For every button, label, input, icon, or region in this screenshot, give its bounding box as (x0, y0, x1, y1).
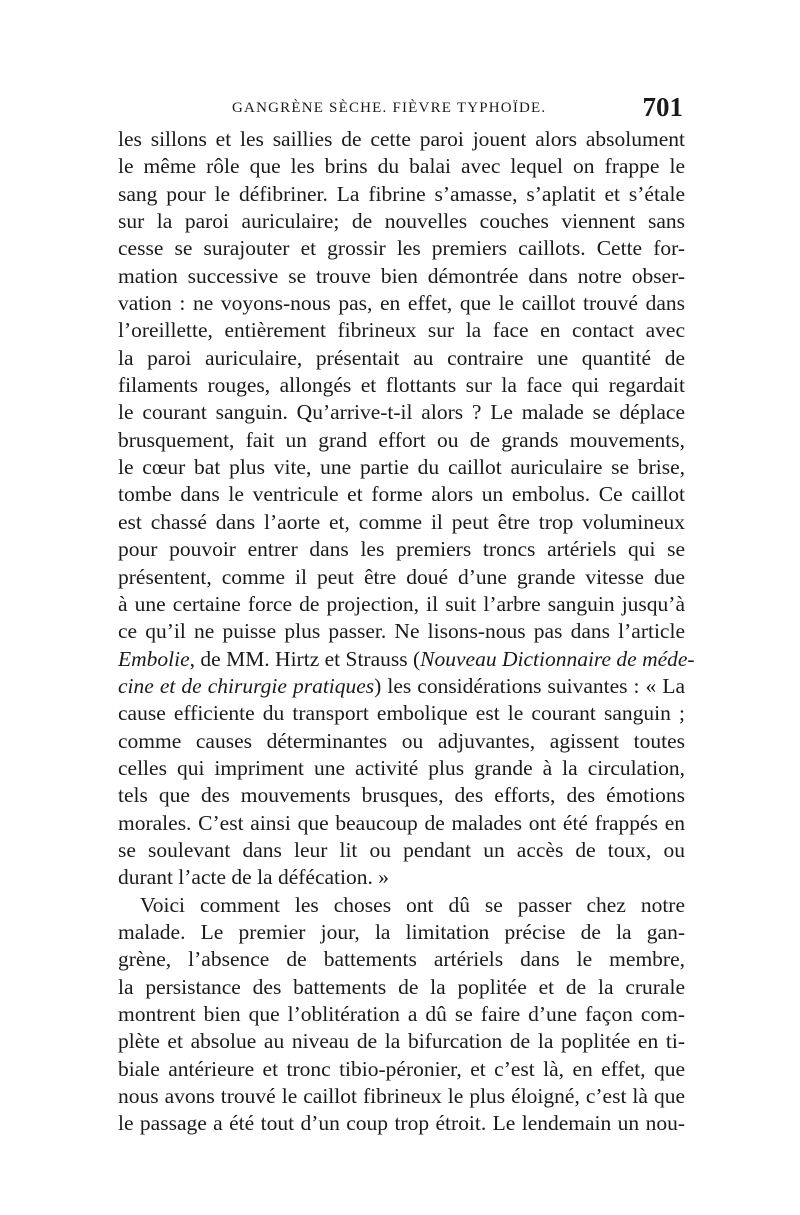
text-line: filaments rouges, allongés et flottants sur la face qui regardait (118, 373, 685, 398)
text-line: comme causes déterminantes ou adjuvantes, agissent toutes (118, 728, 685, 753)
text-line: la paroi auriculaire, présentait au contraire une quantité de (118, 345, 685, 370)
text-line: tombe dans le ventricule et forme alors un embolus. Ce caillot (118, 482, 685, 507)
text-fragment: ) les considérations suivantes : « La (374, 673, 685, 698)
text-line-citation (118, 673, 685, 700)
italic-text: Embolie (118, 646, 190, 671)
text-line: tels que des mouvements brusques, des efforts, des émotions (118, 783, 685, 808)
running-header (118, 92, 693, 126)
text-line: morales. C’est ainsi que beaucoup de malades ont été frappés en (118, 810, 685, 835)
running-title: GANGRÈNE SÈCHE. FIÈVRE TYPHOÏDE. (232, 100, 547, 116)
text-line: nous avons trouvé le caillot fibrineux le plus éloigné, c’est là que (118, 1084, 685, 1109)
text-fragment: , de MM. Hirtz et Strauss ( (189, 646, 421, 671)
text-line: grène, l’absence de battements artériels dans le membre, (118, 947, 685, 972)
text-line: pour pouvoir entrer dans les premiers troncs artériels qui se (118, 537, 685, 562)
page-number: 701 (642, 92, 683, 122)
text-line: celles qui impriment une activité plus grande à la circulation, (118, 755, 685, 780)
text-line: Voici comment les choses ont dû se passer chez notre (140, 892, 685, 917)
text-line: présentent, comme il peut être doué d’une grande vitesse due (118, 564, 685, 589)
text-line: biale antérieure et tronc tibio-péronier, et c’est là, en effet, que (118, 1056, 685, 1081)
text-line: vation : ne voyons-nous pas, en effet, que le caillot trouvé dans (118, 291, 685, 316)
italic-text: Nouveau Dictionnaire de méde- (420, 646, 695, 671)
body-text (118, 126, 695, 1138)
text-line: se soulevant dans leur lit ou pendant un accès de toux, ou (118, 837, 685, 862)
text-line: cause efficiente du transport embolique est le courant sanguin ; (118, 701, 685, 726)
text-line: le même rôle que les brins du balai avec lequel on frappe le (118, 154, 685, 179)
text-line: le passage a été tout d’un coup trop étroit. Le lendemain un nou- (118, 1111, 685, 1136)
italic-text: cine et de chirurgie pratiques (118, 673, 375, 698)
text-line: à une certaine force de projection, il suit l’arbre sanguin jusqu’à (118, 591, 685, 616)
text-line: l’oreillette, entièrement fibrineux sur la face en contact avec (118, 318, 685, 343)
text-line: malade. Le premier jour, la limitation précise de la gan- (118, 919, 685, 944)
text-line: la persistance des battements de la poplitée et de la crurale (118, 974, 685, 999)
text-line: sur la paroi auriculaire; de nouvelles couches viennent sans (118, 209, 685, 234)
text-line: est chassé dans l’aorte et, comme il peut être trop volumineux (118, 509, 685, 534)
text-line: durant l’acte de la défécation. » (118, 865, 389, 890)
text-line-citation (118, 646, 695, 673)
text-line: plète et absolue au niveau de la bifurcation de la poplitée en ti- (118, 1029, 685, 1054)
text-line: ce qu’il ne puisse plus passer. Ne lisons-nous pas dans l’article (118, 619, 685, 644)
text-line: montrent bien que l’oblitération a dû se faire d’une façon com- (118, 1002, 685, 1026)
text-line: les sillons et les saillies de cette paroi jouent alors absolument (118, 127, 685, 151)
text-line: sang pour le défibriner. La fibrine s’amasse, s’aplatit et s’étale (118, 181, 685, 206)
text-line: mation successive se trouve bien démontrée dans notre obser- (118, 263, 685, 288)
text-line: le courant sanguin. Qu’arrive-t-il alors ? Le malade se déplace (118, 400, 685, 425)
text-line: cesse se surajouter et grossir les premiers caillots. Cette for- (118, 236, 685, 261)
text-line: brusquement, fait un grand effort ou de grands mouvements, (118, 427, 685, 452)
text-line: le cœur bat plus vite, une partie du caillot auriculaire se brise, (118, 455, 685, 480)
